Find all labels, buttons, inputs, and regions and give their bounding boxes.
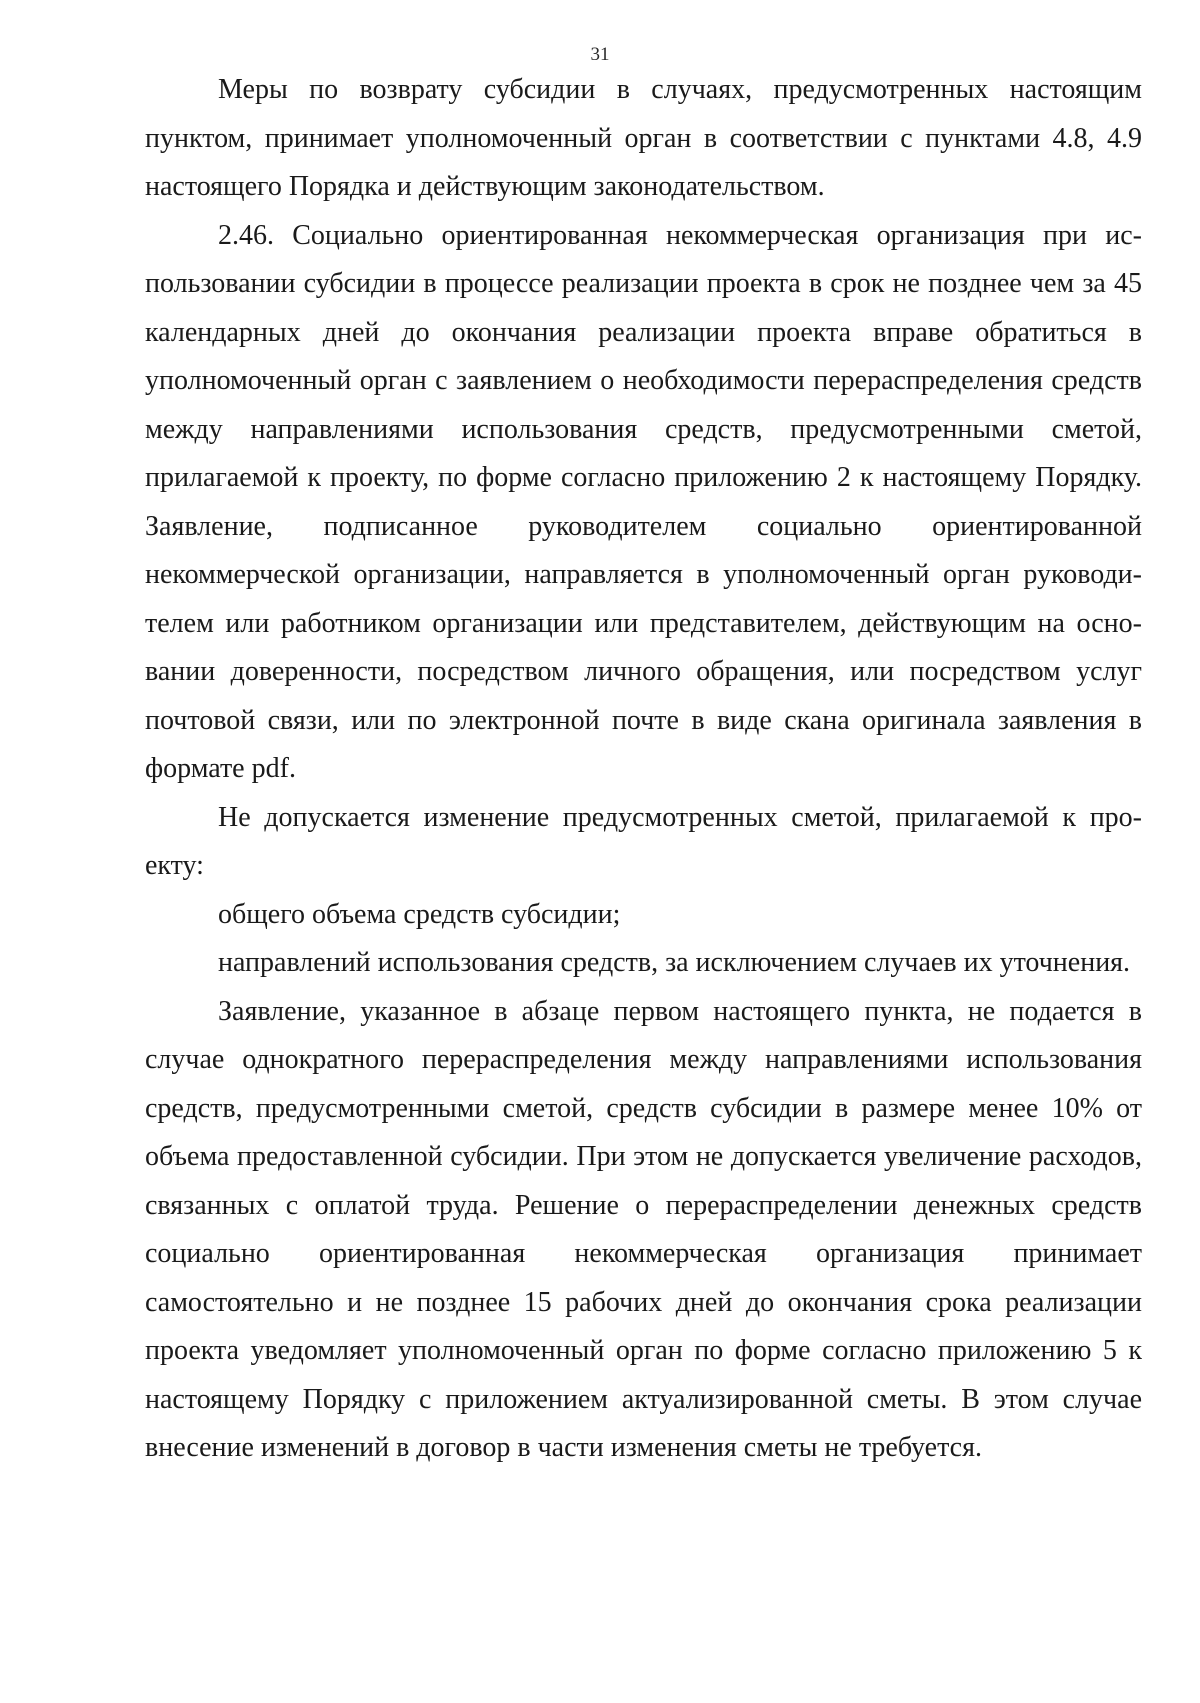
paragraph-refund-measures: Меры по возврату субсидии в случаях, предусмотренных настоящим пунктом, принимает уполномоченный орган в соответствии с пунктами 4.8, 4.9 настоящего Порядка и действующим законодательством. bbox=[145, 74, 1142, 202]
paragraph-list-item-directions: направлений использования средств, за исключением случаев их уточнения. bbox=[218, 947, 1131, 978]
page-number: 31 bbox=[590, 44, 610, 65]
paragraph-section-2-46: 2.46. Социально ориентированная некоммерческая организация при использовании субсидии в процессе реализации проекта в срок не позднее чем за 45 календарных дней до окончания реализации проекта вправе обратиться в уполномоченный орган с заявлением о необходимости перераспределения средств между направлениями использования средств, предусмотренными сметой, прилагаемой к проекту, по форме согласно приложению 2 к настоящему Порядку. Заявление, подписанное руководителем социально ориентированной некоммерческой организации, направляется в уполномоченный орган руководителем или работником организации или представителем, действующим на основании доверенности, посредством личного обращения, или посредством услуг почтовой связи, или по электронной почте в виде скана оригинала заявления в формате pdf. bbox=[145, 219, 1142, 784]
paragraph-not-allowed: Не допускается изменение предусмотренных сметой, прилагаемой к проекту: bbox=[145, 801, 1142, 881]
document-body bbox=[145, 66, 1142, 1473]
paragraph-list-item-total-volume: общего объема средств субсидии; bbox=[218, 898, 621, 930]
paragraph-application-exception: Заявление, указанное в абзаце первом настоящего пункта, не подается в случае однократного перераспределения между направлениями использования средств, предусмотренными сметой, средств субсидии в размере менее 10% от объема предоставленной субсидии. При этом не допускается увеличение расходов, связанных с оплатой труда. Решение о перераспределении денежных средств социально ориентированная некоммерческая организация принимает самостоятельно и не позднее 15 рабочих дней до окончания срока реализации проекта уведомляет уполномоченный орган по форме согласно приложению 5 к настоящему Порядку с приложением актуализированной сметы. В этом случае внесение изменений в договор в части изменения сметы не требуется. bbox=[145, 995, 1142, 1463]
